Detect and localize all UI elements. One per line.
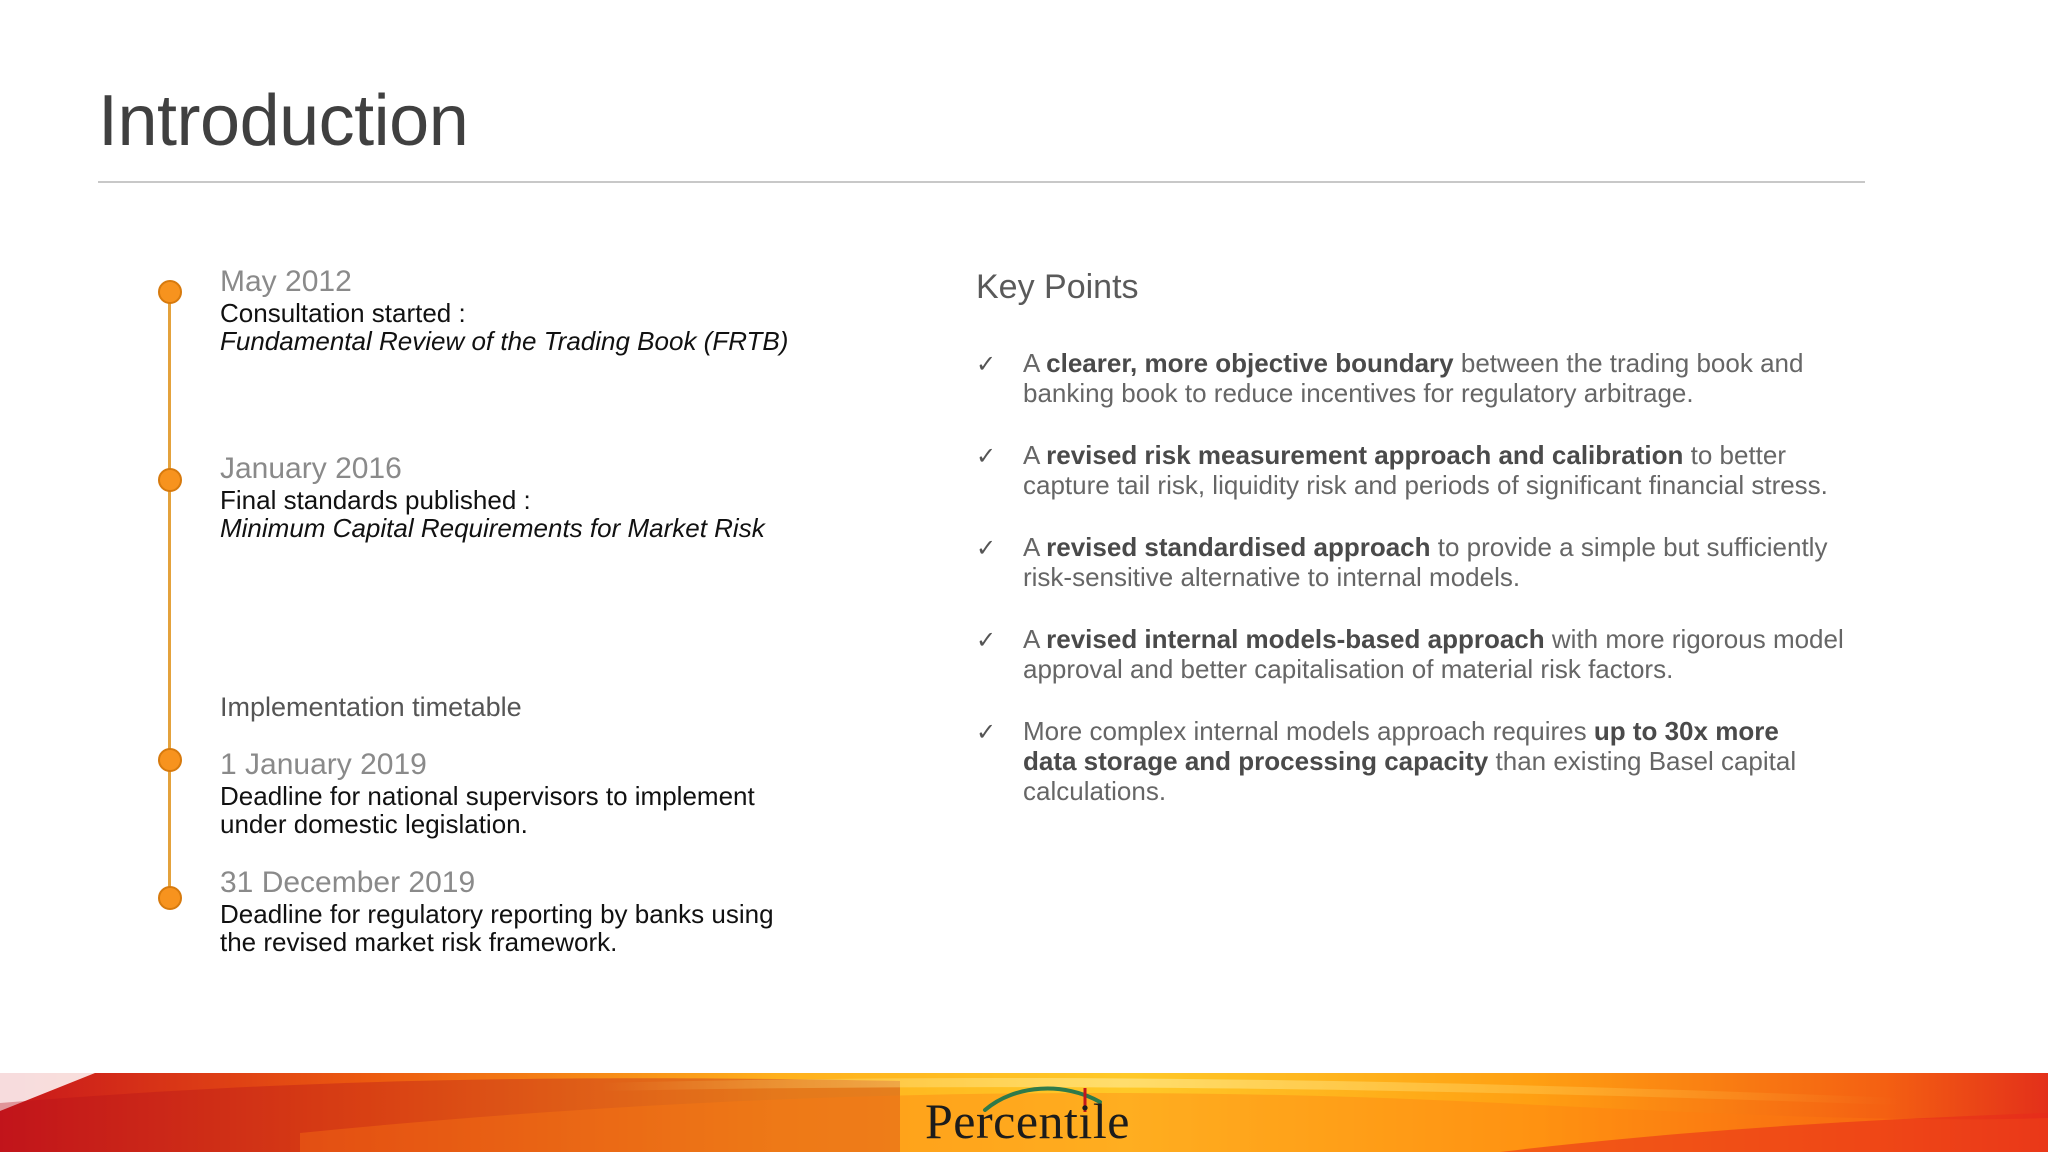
- check-icon: ✓: [976, 718, 997, 746]
- key-point-text: More complex internal models approach requires up to 30x more data storage and processing capacity than existing Basel capital calculations.: [1023, 716, 1797, 806]
- logo-text: Percentile: [925, 1093, 1130, 1149]
- timeline-dot-icon: [158, 280, 182, 304]
- timeline-event: [220, 452, 860, 542]
- key-points-list: [976, 348, 1896, 816]
- check-icon: ✓: [976, 534, 997, 562]
- timeline-event: [220, 748, 860, 838]
- event-text: the revised market risk framework.: [220, 927, 618, 957]
- list-item: [976, 532, 1896, 624]
- key-point-text: A revised standardised approach to provide a simple but sufficiently risk-sensitive alternative to internal models.: [1023, 532, 1828, 592]
- event-text: Final standards published :: [220, 485, 531, 515]
- event-date: May 2012: [220, 265, 352, 298]
- list-item: [976, 348, 1896, 440]
- page-title: Introduction: [98, 81, 469, 161]
- event-date: 1 January 2019: [220, 748, 427, 781]
- percentile-logo: [925, 1088, 1135, 1149]
- timeline-event: [220, 866, 860, 956]
- key-points-title: Key Points: [976, 268, 1139, 306]
- event-text: Consultation started :: [220, 298, 466, 328]
- list-item: [976, 716, 1896, 816]
- check-icon: ✓: [976, 350, 997, 378]
- implementation-heading: Implementation timetable: [220, 692, 522, 722]
- event-text: Minimum Capital Requirements for Market Risk: [220, 513, 765, 543]
- key-point-text: A revised internal models-based approach with more rigorous model approval and better capitalisation of material risk factors.: [1023, 624, 1844, 684]
- timeline-line: [168, 292, 171, 898]
- event-text: Fundamental Review of the Trading Book (FRTB): [220, 326, 789, 356]
- list-item: [976, 440, 1896, 532]
- event-text: Deadline for regulatory reporting by banks using: [220, 899, 774, 929]
- timeline-event: [220, 265, 860, 355]
- event-text: under domestic legislation.: [220, 809, 528, 839]
- title-divider: [98, 181, 1865, 183]
- key-point-text: A revised risk measurement approach and calibration to better capture tail risk, liquidity risk and periods of significant financial stress.: [1023, 440, 1828, 500]
- check-icon: ✓: [976, 626, 997, 654]
- timeline-dot-icon: [158, 886, 182, 910]
- list-item: [976, 624, 1896, 716]
- event-date: January 2016: [220, 452, 402, 485]
- timeline-dot-icon: [158, 748, 182, 772]
- key-point-text: A clearer, more objective boundary between the trading book and banking book to reduce incentives for regulatory arbitrage.: [1023, 348, 1804, 408]
- timeline-dot-icon: [158, 468, 182, 492]
- event-date: 31 December 2019: [220, 866, 476, 899]
- check-icon: ✓: [976, 442, 997, 470]
- event-text: Deadline for national supervisors to implement: [220, 781, 755, 811]
